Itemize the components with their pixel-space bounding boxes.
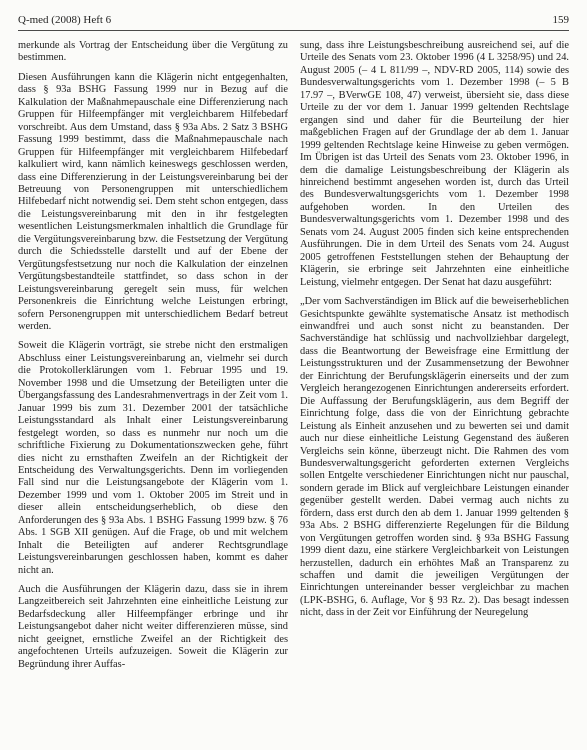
paragraph: Diesen Ausführungen kann die Klägerin nicht entgegenhalten, dass § 93a BSHG Fassung 1999 nur in Bezug auf die Kalkulation der Maßnahmepauschale eine Differenzierung nach Gruppen für Hilfeempfänger mit vergleichbarem Hilfebedarf vorschreibt. Aus dem Umstand, dass § 93a Abs. 2 Satz 3 BSHG Fassung 1999 bestimmt, dass die Maßnahmepauschale nach Gruppen für Hilfeempfänger mit vergleichbarem Hilfebedarf kalkuliert wird, kann nämlich keineswegs geschlossen werden, dass eine Differenzierung in der Leistungsvereinbarung bei der Betreuung von Personengruppen mit unterschiedlichem Hilfebedarf nicht notwendig sei. Dem steht schon entgegen, dass die Leistungsvereinbarung mit den in ihr festgelegten wesentlichen Leistungsmerkmalen inhaltlich die Grundlage für die Vergütungsvereinbarung bzw. die Festsetzung der Vergütung durch die Schiedsstelle darstellt und auf der Ebene der Vergütungsfestsetzung nur noch die Kalkulation der einzelnen Vergütungsbestandteile stattfindet, so dass schon in der Leistungsvereinbarung geregelt sein muss, für welchen Personenkreis die Einrichtung welche Leistungen erbringt, sofern Personengruppen mit unterschiedlichem Bedarf betreut werden. xyxy=(18,71,288,332)
paragraph: sung, dass ihre Leistungsbeschreibung ausreichend sei, auf die Urteile des Senats vom 23. Oktober 1996 (4 L 3258/95) und 24. August 2005 (– 4 L 811/99 –, NDV-RD 2005, 114) sowie des Bundesverwaltungsgerichts vom 1. Dezember 1998 (– 5 B 17.97 –, BVerwGE 108, 47) verweist, übersieht sie, dass diese Urteile zu der vor dem 1. Januar 1999 geltenden Rechtslage ergangen sind und daher für die Beurteilung der hier maßgeblichen Fragen auf der Grundlage der ab dem 1. Januar 1999 geltenden Rechtslage keine Hinweise zu geben vermögen. Im Übrigen ist das Urteil des Senats vom 23. Oktober 1996, in dem die damalige Leistungsbeschreibung der Klägerin als hinreichend bestimmt angesehen worden ist, durch das Urteil des Bundesverwaltungsgerichts vom 1. Dezember 1998 aufgehoben worden. In den Urteilen des Bundesverwaltungsgerichts vom 1. Dezember 1998 und des Senats vom 24. August 2005 finden sich keine entsprechenden Ausführungen. Die in dem Urteil des Senats vom 24. August 2005 getroffenen Feststellungen stehen der Behauptung der Klägerin, sie erbringe seit Jahrzehnten eine einheitliche Leistung, vielmehr entgegen. Der Senat hat dazu ausgeführt: xyxy=(300,40,569,288)
quoted-paragraph: „Der vom Sachverständigen im Blick auf die beweiserheblichen Gesichtspunkte gewählte systematische Ansatz ist methodisch einwandfrei und auch sonst nicht zu beanstanden. Der Sachverständige hat schlüssig und nachvollziehbar dargelegt, dass die Beantwortung der Beweisfrage eine Ermittlung der Leistungsstrukturen und der Zusammensetzung der Bewohner der Einrichtung der Berufungsklägerin einerseits und der zum Vergleich herangezogenen Einrichtungen andererseits erfordert. Die Auffassung der Berufungsklägerin, aus dem Begriff der Einrichtung folge, dass die von der Einrichtung gebrachte Leistung als Einheit anzusehen und zu bewerten sei und damit auch nur diese einheitliche Leistung Gegenstand des äußeren Vergleichs sein könne, überzeugt nicht. Die Rahmen des vom Bundesverwaltungsgericht geforderten externen Vergleichs sollen Entgelte verschiedener Einrichtungen nicht nur pauschal, sondern gerade im Blick auf vergleichbare Leistungen einander gegenüber gestellt werden. Dabei vermag auch nichts zu fördern, dass erst durch den ab dem 1. Januar 1999 geltenden § 93a Abs. 2 BSHG differenzierte Regelungen für die Bildung von Vergütungen getroffen worden sind. § 93a BSHG Fassung 1999 dient dazu, eine stärkere Vergleichbarkeit von Leistungen herzustellen, dadurch ein erhöhtes Maß an Transparenz zu schaffen und damit die jeweiligen Vergütungen der Einrichtungen untereinander besser vergleichbar zu machen (LPK-BSHG, 6. Auflage, Vor § 93 Rz. 2). Das besagt indessen nicht, dass in der Zeit vor Einführung der Neuregelung xyxy=(300,296,569,619)
page-number: 159 xyxy=(552,14,569,26)
paragraph: Auch die Ausführungen der Klägerin dazu, dass sie in ihrem Langzeitbereich seit Jahrzehnten eine einheitliche Leistung zur Bedarfsdeckung aller Hilfeempfänger erbringe und ihr Leistungsangebot daher nicht weiter differenzieren müsse, sind nicht geeignet, ernstliche Zweifel an der Richtigkeit des angefochtenen Urteils aufzuzeigen. Soweit die Klägerin zur Begründung ihrer Auffas- xyxy=(18,584,288,670)
right-column xyxy=(300,40,569,746)
left-column xyxy=(18,40,288,746)
journal-title: Q-med (2008) Heft 6 xyxy=(18,14,112,26)
paragraph: merkunde als Vortrag der Entscheidung über die Vergütung zu bestimmen. xyxy=(18,40,288,64)
page-header xyxy=(18,12,569,28)
paragraph: Soweit die Klägerin vorträgt, sie strebe nicht den erstmaligen Abschluss einer Leistungsvereinbarung an, vielmehr sei durch die Protokollerklärungen vom 1. Februar 1995 und 19. November 1998 und die Umsetzung der Beteiligten unter die Übergangsfassung des Landesrahmenvertrags in der Zeit vom 1. Januar 1999 bis zum 31. Dezember 2001 der tatsächliche Leistungsstandard als Inhalt einer Leistungsvereinbarung festgelegt worden, so dass es nunmehr nur noch um die schriftliche Fixierung zu Dokumentationszwecken gehe, führt dies nicht zu ernsthaften Zweifeln an der Richtigkeit der Entscheidung des Verwaltungsgerichts. Denn im vorliegenden Fall sind nur die Leistungsangebote der Klägerin vom 1. Dezember 1999 und vom 1. Oktober 2005 im Streit und in dieser allein entscheidungserheblich, ob diese den Anforderungen des § 93a Abs. 1 BSHG Fassung 1999 bzw. § 76 Abs. 1 SGB XII genügen. Auf die Frage, ob und mit welchem Inhalt die Beteiligten auf anderer Rechtsgrundlage Leistungsvereinbarungen geschlossen haben, kommt es daher nicht an. xyxy=(18,340,288,576)
header-rule xyxy=(18,30,569,31)
